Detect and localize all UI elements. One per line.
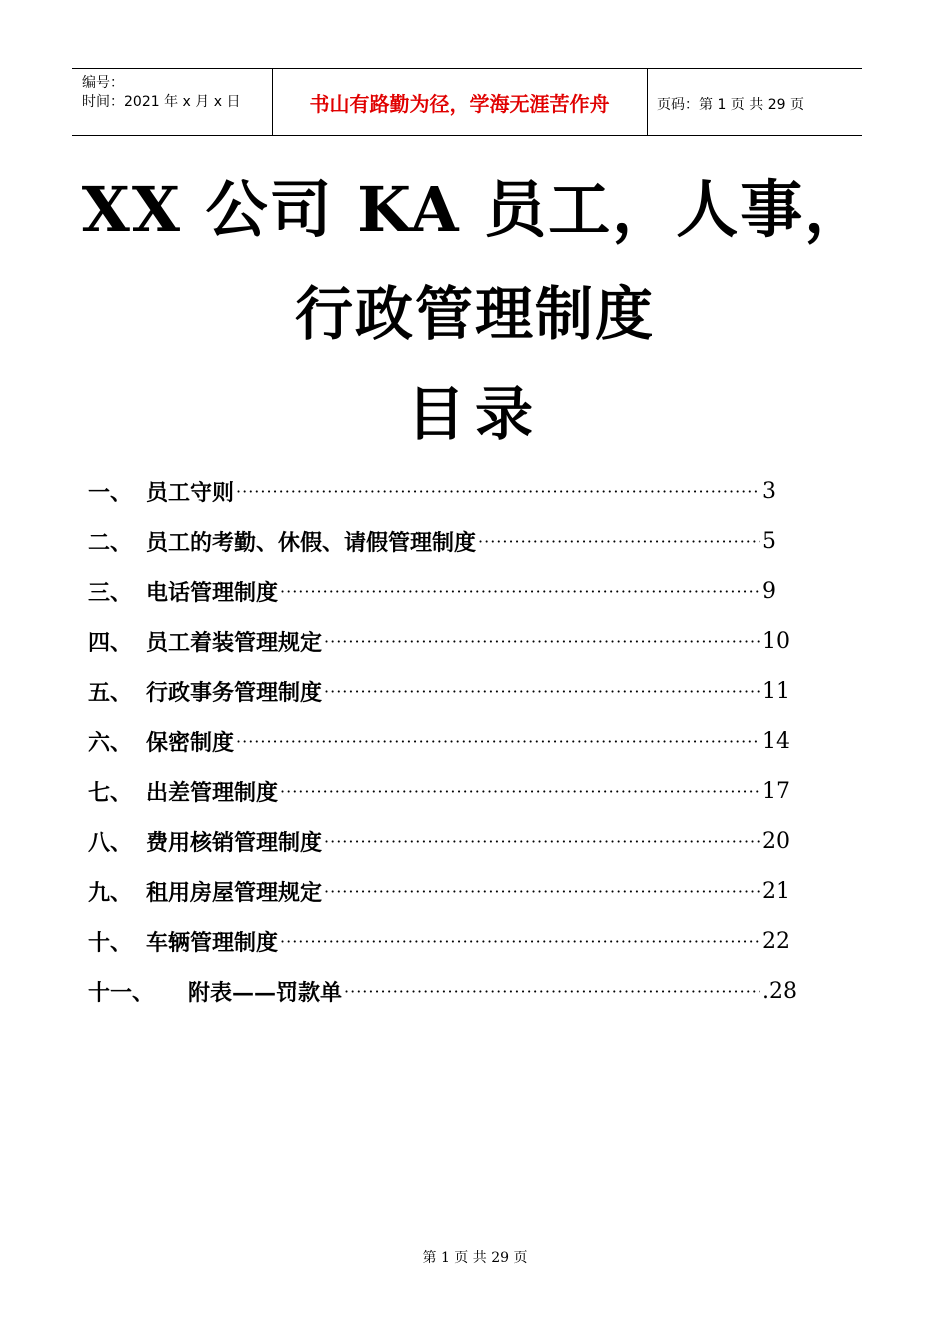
toc-item-number: 一、 [88, 479, 133, 506]
toc-item-title: 出差管理制度 [146, 779, 279, 806]
toc-item-title: 员工守则 [146, 479, 235, 506]
toc-leader-dots [478, 532, 760, 551]
toc-item-page: .28 [762, 978, 797, 1004]
toc-item-number: 十一、 [88, 979, 155, 1006]
toc-leader-dots [344, 982, 760, 1001]
toc-item-page: 5 [762, 528, 776, 554]
toc-item-number: 九、 [88, 879, 133, 906]
page-header [72, 68, 862, 136]
page-footer: 第 1 页 共 29 页 [422, 1250, 528, 1266]
number-label: 编号： [82, 75, 124, 91]
toc-leader-dots [280, 782, 760, 801]
header-page-info: 页码：第 1 页 共 29 页 [657, 97, 804, 113]
toc-item[interactable] [88, 466, 788, 516]
toc-item-title: 租用房屋管理规定 [146, 879, 323, 906]
table-of-contents [88, 466, 797, 1016]
toc-item-title: 员工的考勤、休假、请假管理制度 [146, 529, 477, 556]
toc-leader-dots [324, 832, 760, 851]
toc-item-page: 9 [762, 578, 776, 604]
toc-item-number: 二、 [88, 529, 133, 556]
toc-leader-dots [324, 882, 760, 901]
toc-item-page: 17 [762, 778, 790, 804]
toc-item-number: 三、 [88, 579, 133, 606]
toc-item-title: 附表——罚款单 [188, 979, 343, 1006]
toc-item[interactable] [88, 766, 788, 816]
toc-heading: 目录 [406, 380, 543, 448]
toc-item-number: 七、 [88, 779, 133, 806]
toc-item-page: 3 [762, 478, 776, 504]
toc-leader-dots [236, 732, 760, 751]
document-title-line2: 行政管理制度 [294, 280, 655, 348]
toc-leader-dots [280, 932, 760, 951]
toc-item[interactable] [88, 916, 788, 966]
toc-item-title: 电话管理制度 [146, 579, 279, 606]
toc-item[interactable] [88, 716, 788, 766]
toc-item-page: 20 [762, 828, 790, 854]
toc-item[interactable] [88, 866, 788, 916]
toc-item-page: 11 [762, 678, 790, 704]
toc-item-page: 10 [762, 628, 790, 654]
toc-item[interactable] [88, 516, 788, 566]
toc-item-title: 费用核销管理制度 [146, 829, 323, 856]
toc-item-page: 22 [762, 928, 790, 954]
toc-item-title: 车辆管理制度 [146, 929, 279, 956]
toc-leader-dots [236, 482, 760, 501]
header-motto: 书山有路勤为径，学海无涯苦作舟 [272, 69, 648, 135]
toc-leader-dots [324, 632, 760, 651]
toc-item-number: 六、 [88, 729, 133, 756]
toc-item-number: 五、 [88, 679, 133, 706]
document-title-line1: XX 公司 KA 员工，人事， [81, 173, 869, 246]
toc-leader-dots [324, 682, 760, 701]
toc-item[interactable] [88, 566, 788, 616]
header-meta [72, 69, 273, 135]
toc-item-number: 十、 [88, 929, 133, 956]
toc-item[interactable] [88, 816, 788, 866]
toc-item-title: 员工着装管理规定 [146, 629, 323, 656]
toc-item-number: 八、 [88, 829, 133, 856]
toc-item-title: 行政事务管理制度 [146, 679, 323, 706]
toc-leader-dots [280, 582, 760, 601]
toc-item[interactable] [88, 966, 797, 1016]
toc-item-title: 保密制度 [146, 729, 235, 756]
toc-item[interactable] [88, 666, 788, 716]
toc-item-page: 14 [762, 728, 790, 754]
toc-item-page: 21 [762, 878, 790, 904]
toc-item[interactable] [88, 616, 788, 666]
toc-item-number: 四、 [88, 629, 133, 656]
time-label: 时间：2021 年 x 月 x 日 [82, 94, 241, 110]
